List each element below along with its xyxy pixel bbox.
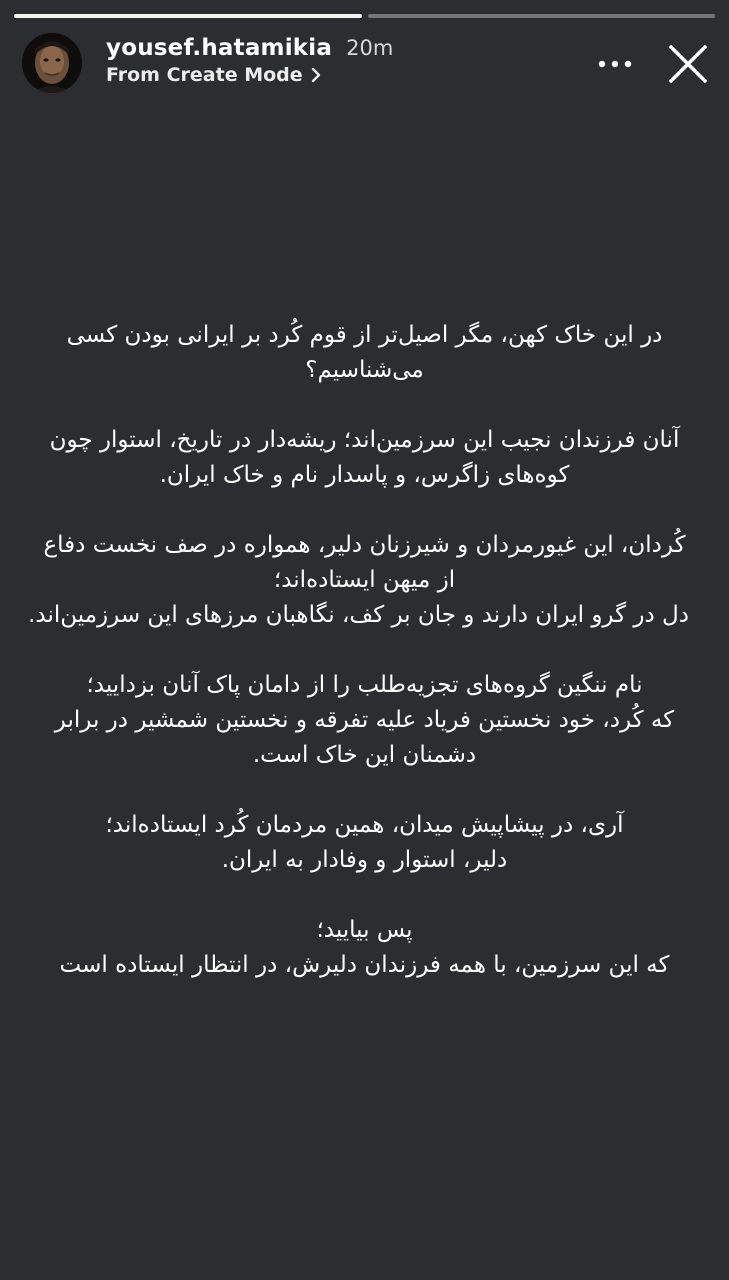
story-text [28,318,689,1018]
create-mode-label: From Create Mode [106,64,303,86]
text-line: کوه‌های زاگرس، و پاسدار نام و خاک ایران. [159,462,570,488]
text-line: نام ننگین گروه‌های تجزیه‌طلب را از دامان پاک آنان بزدایید؛ [86,672,643,698]
progress-segment-2 [368,14,716,18]
text-line: پس بیایید؛ [316,917,413,943]
text-line: که این سرزمین، با همه فرزندان دلیرش، در انتظار ایستاده است [59,952,670,978]
story-header [22,33,711,95]
create-mode-link[interactable] [106,64,393,86]
avatar[interactable] [22,33,82,93]
text-line: دشمنان این خاک است. [252,742,477,768]
close-button[interactable] [665,41,711,87]
text-line: دل در گرو ایران دارند و جان بر کف، نگاهبان مرزهای این سرزمین‌اند. [28,602,689,628]
progress-segment-1 [14,14,362,18]
user-info [106,35,393,86]
username[interactable]: yousef.hatamikia [106,35,333,61]
text-line: آنان فرزندان نجیب این سرزمین‌اند؛ ریشه‌دار در تاریخ، استوار چون [49,427,680,453]
text-line: می‌شناسیم؟ [305,357,424,383]
paragraph-6 [40,913,689,983]
paragraph-4 [40,668,689,773]
text-line: آری، در پیشاپیش میدان، همین مردمان کُرد ایستاده‌اند؛ [105,812,624,838]
more-options-button[interactable] [597,49,633,79]
paragraph-2 [40,423,689,493]
paragraph-1 [40,318,689,388]
text-line: از میهن ایستاده‌اند؛ [273,567,456,593]
story-progress-bar [14,14,715,18]
close-icon [668,44,708,84]
text-line: در این خاک کهن، مگر اصیل‌تر از قوم کُرد بر ایرانی بودن کسی [66,322,663,348]
post-time: 20m [346,36,394,60]
avatar-image [22,33,82,93]
paragraph-5 [40,808,689,878]
progress-fill-1 [14,14,362,18]
text-line: کُردان، این غیورمردان و شیرزنان دلیر، همواره در صف نخست دفاع [43,532,686,558]
text-line: که کُرد، خود نخستین فریاد علیه تفرقه و نخستین شمشیر در برابر [54,707,675,733]
text-line: دلیر، استوار و وفادار به ایران. [221,847,508,873]
paragraph-3 [28,528,689,633]
chevron-right-icon [311,67,321,83]
more-horizontal-icon [598,60,632,68]
